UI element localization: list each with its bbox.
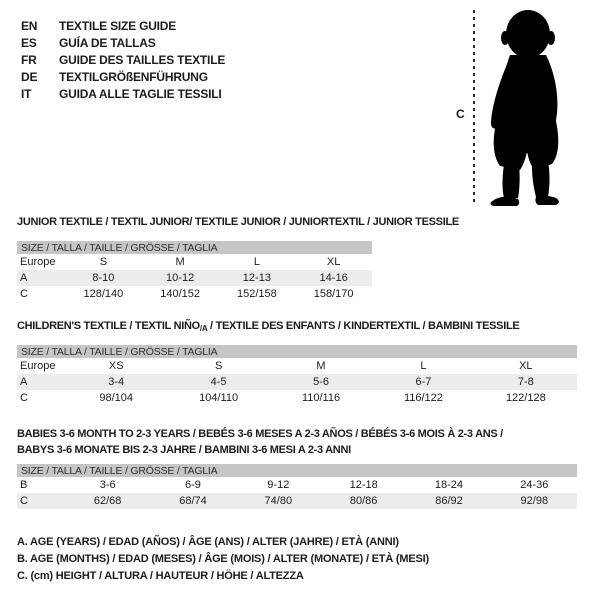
- language-code: ES: [21, 35, 37, 50]
- babies-title-line2: BABYS 3-6 MONATE BIS 2-3 JAHRE / BAMBINI 3-6 MESI A 2-3 ANNI: [17, 444, 351, 456]
- table-row-europe: [17, 254, 372, 270]
- height-cell: 128/140: [83, 288, 124, 300]
- table-header-bar: SIZE / TALLA / TAILLE / GRÖSSE / TAGLIA: [17, 464, 577, 477]
- height-cell: 140/152: [160, 288, 200, 300]
- junior-section-title: JUNIOR TEXTILE / TEXTIL JUNIOR/ TEXTILE JUNIOR / JUNIORTEXTIL / JUNIOR TESSILE: [17, 216, 459, 228]
- height-cell: 104/110: [199, 392, 239, 404]
- age-cell: 9-12: [267, 479, 290, 491]
- note-age-months: B. AGE (MONTHS) / EDAD (MESES) / ÂGE (MOIS) / ALTER (MONATE) / ETÀ (MESI): [17, 553, 429, 565]
- babies-title-line1: BABIES 3-6 MONTH TO 2-3 YEARS / BEBÉS 3-6 MESES A 2-3 AÑOS / BÉBÉS 3-6 MOIS À 2-3 ANS /: [17, 428, 503, 440]
- table-header-bar: SIZE / TALLA / TAILLE / GRÖSSE / TAGLIA: [17, 345, 577, 358]
- children-section-title: [17, 320, 519, 333]
- height-cell: 116/122: [403, 392, 443, 404]
- age-cell: 6-9: [185, 479, 201, 491]
- table-row-age: [17, 270, 372, 286]
- row-label: C: [20, 288, 28, 300]
- height-cell: 86/92: [435, 495, 463, 507]
- size-cell: S: [214, 360, 223, 372]
- language-row-en: [21, 17, 225, 34]
- size-cell: XL: [519, 360, 533, 372]
- language-row-it: [21, 85, 225, 102]
- language-list: [21, 17, 225, 102]
- height-measure-label: C: [456, 107, 465, 121]
- size-cell: M: [316, 360, 326, 372]
- age-cell: 12-18: [349, 479, 378, 491]
- height-cell: 98/104: [99, 392, 134, 404]
- language-label: TEXTILE SIZE GUIDE: [59, 18, 177, 33]
- row-label: C: [20, 495, 28, 507]
- table-row-age: [17, 374, 577, 390]
- age-cell: 8-10: [92, 272, 115, 284]
- row-label: B: [20, 479, 28, 491]
- row-label: Europe: [20, 360, 56, 372]
- language-row-de: [21, 68, 225, 85]
- size-cell: L: [420, 360, 427, 372]
- language-code: DE: [21, 69, 38, 84]
- junior-size-table: [17, 241, 372, 302]
- height-cell: 62/68: [93, 495, 122, 507]
- age-cell: 6-7: [415, 376, 432, 388]
- note-age-years: A. AGE (YEARS) / EDAD (AÑOS) / ÂGE (ANS) / ALTER (JAHRE) / ETÀ (ANNI): [17, 536, 399, 548]
- language-row-es: [21, 34, 225, 51]
- table-row-age-months: [17, 477, 577, 493]
- language-code: FR: [21, 52, 37, 67]
- height-measure-dashed-line: [473, 10, 475, 206]
- size-cell: L: [253, 256, 260, 268]
- row-label: Europe: [20, 256, 56, 268]
- size-cell: M: [175, 256, 185, 268]
- table-header-bar: SIZE / TALLA / TAILLE / GRÖSSE / TAGLIA: [17, 241, 372, 254]
- note-height-cm: C. (cm) HEIGHT / ALTURA / HAUTEUR / HÖHE / ALTEZZA: [17, 570, 304, 582]
- table-row-europe: [17, 358, 577, 374]
- size-cell: XL: [326, 256, 341, 268]
- age-cell: 3-6: [99, 479, 116, 491]
- row-label: A: [20, 272, 28, 284]
- row-label: C: [20, 392, 28, 404]
- language-label: GUIDA ALLE TAGLIE TESSILI: [59, 86, 222, 101]
- height-cell: 122/128: [505, 392, 546, 404]
- children-size-table: [17, 345, 577, 406]
- language-label: GUÍA DE TALLAS: [59, 35, 156, 50]
- table-row-height: [17, 286, 372, 302]
- language-label: GUIDE DES TAILLES TEXTILE: [59, 52, 226, 67]
- language-row-fr: [21, 51, 225, 68]
- age-cell: 4-5: [210, 376, 227, 388]
- table-row-height: [17, 493, 577, 509]
- baby-silhouette-icon: [485, 9, 569, 208]
- height-cell: 80/86: [349, 495, 378, 507]
- table-row-height: [17, 390, 577, 406]
- language-label: TEXTILGRÖßENFÜHRUNG: [59, 69, 208, 84]
- age-cell: 14-16: [319, 272, 348, 284]
- legend-notes: [17, 536, 429, 587]
- age-cell: 24-36: [520, 479, 549, 491]
- age-cell: 18-24: [434, 479, 464, 491]
- size-cell: S: [99, 256, 108, 268]
- height-cell: 152/158: [236, 288, 277, 300]
- children-title-main: CHILDREN'S TEXTILE / TEXTIL NIÑO: [17, 320, 200, 332]
- height-cell: 68/74: [179, 495, 207, 507]
- row-label: A: [20, 376, 28, 388]
- language-code: IT: [21, 86, 32, 101]
- age-cell: 3-4: [108, 376, 125, 388]
- age-cell: 10-12: [166, 272, 195, 284]
- age-cell: 12-13: [242, 272, 271, 284]
- height-cell: 110/116: [301, 392, 341, 404]
- size-cell: XS: [108, 360, 124, 372]
- babies-size-table: [17, 464, 577, 509]
- children-title-sub: /A: [199, 324, 208, 333]
- age-cell: 7-8: [517, 376, 534, 388]
- children-title-rest: / TEXTILE DES ENFANTS / KINDERTEXTIL / BAMBINI TESSILE: [207, 320, 520, 332]
- height-cell: 158/170: [313, 288, 354, 300]
- babies-section-title: [17, 426, 503, 458]
- language-code: EN: [21, 18, 38, 33]
- height-cell: 74/80: [264, 495, 293, 507]
- height-cell: 92/98: [520, 495, 549, 507]
- age-cell: 5-6: [313, 376, 329, 388]
